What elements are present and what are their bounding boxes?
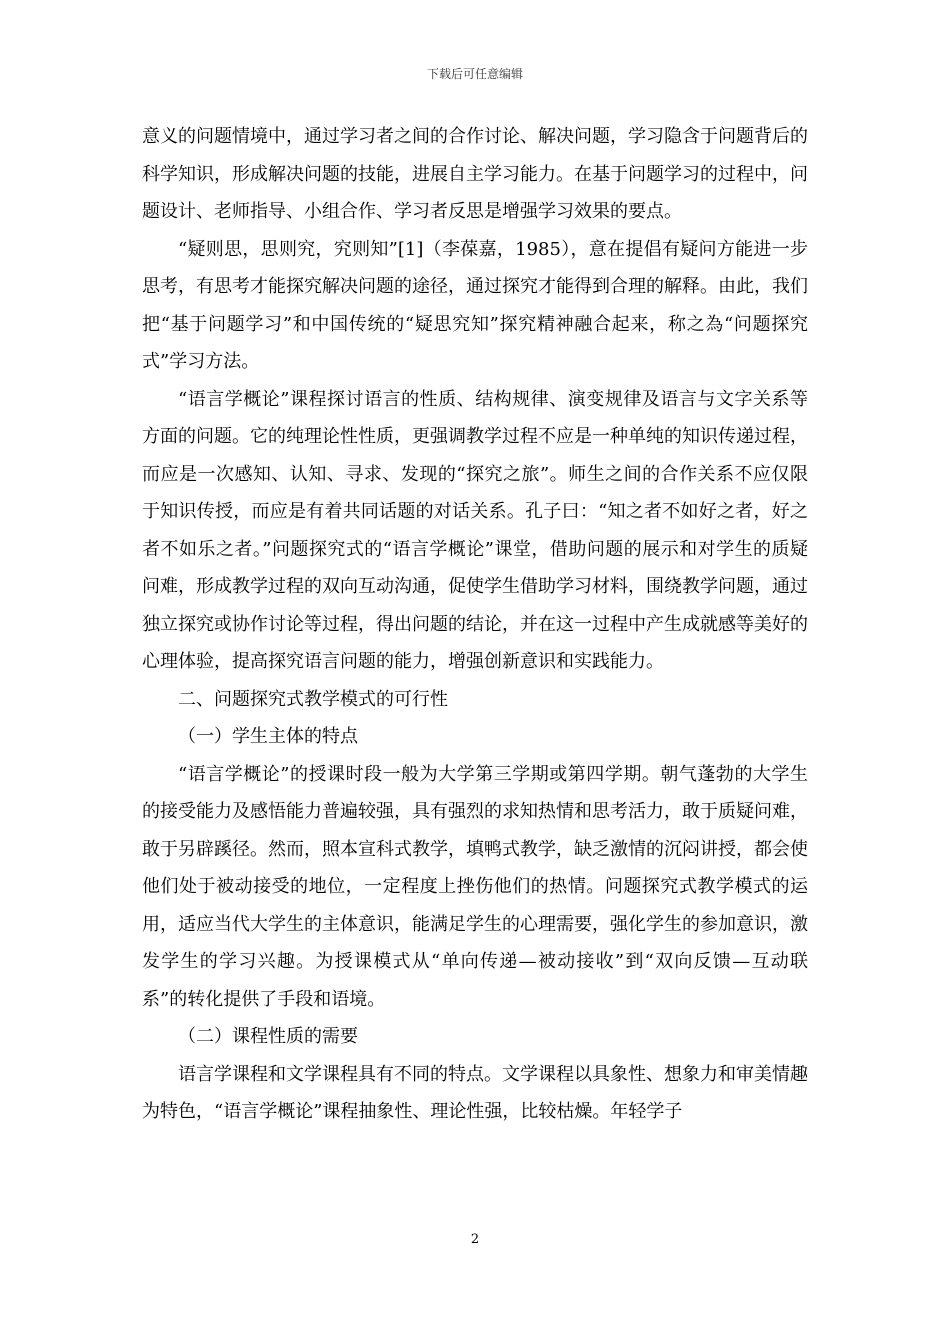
- subsection-heading-course: （二）课程性质的需要: [178, 1026, 358, 1047]
- paragraph-course-nature: “语言学概论”课程探讨语言的性质、结构规律、演变规律及语言与文字关系等方面的问题。它的纯理论性性质，更强调教学过程不应是一种单纯的知识传递过程，而应是一次感知、认知、寻求、发现的“探究之旅”。师生之间的合作关系不应仅限于知识传授，而应是有着共同话题的对话关系。孔子曰：“知之者不如好之者，好之者不如乐之者。”问题探究式的“语言学概论”课堂，借助问题的展示和对学生的质疑问难，形成教学过程的双向互动沟通，促使学生借助学习材料，围绕教学问题，通过独立探究或协作讨论等过程，得出问题的结论，并在这一过程中产生成就感等美好的心理体验，提高探究语言问题的能力，增强创新意识和实践能力。: [142, 388, 808, 672]
- section-heading-feasibility: 二、问题探究式教学模式的可行性: [178, 688, 448, 710]
- paragraph-quote-doubt: “疑则思，思则究，究则知”[1]（李葆嘉，1985），意在提倡有疑问方能进一步思考，有思考才能探究解决问题的途径，通过探究才能得到合理的解释。由此，我们把“基于问题学习”和中国传统的“疑思究知”探究精神融合起来，称之為“问题探究式”学习方法。: [142, 238, 808, 372]
- page-number: 2: [470, 1232, 480, 1247]
- page-header: 下载后可任意编辑: [426, 67, 523, 81]
- paragraph-student-traits: “语言学概论”的授课时段一般为大学第三学期或第四学期。朝气蓬勃的大学生的接受能力及感悟能力普遍较强，具有强烈的求知热情和思考活力，敢于质疑问难，敢于另辟蹊径。然而，照本宣科式教学，填鸭式教学，缺乏激情的沉闷讲授，都会使他们处于被动接受的地位，一定程度上挫伤他们的热情。问题探究式教学模式的运用，适应当代大学生的主体意识，能满足学生的心理需要，强化学生的参加意识，激发学生的学习兴趣。为授课模式从“单向传递—被动接收”到“双向反馈—互动联系”的转化提供了手段和语境。: [142, 763, 808, 1010]
- subsection-heading-student: （一）学生主体的特点: [178, 726, 358, 747]
- document-body: [142, 118, 808, 1131]
- paragraph-continued: 意义的问题情境中，通过学习者之间的合作讨论、解决问题，学习隐含于问题背后的科学知识，形成解决问题的技能，进展自主学习能力。在基于问题学习的过程中，问题设计、老师指导、小组合作、学习者反思是增强学习效果的要点。: [142, 126, 808, 222]
- paragraph-course-needs: 语言学课程和文学课程具有不同的特点。文学课程以具象性、想象力和审美情趣为特色，“语言学概论”课程抽象性、理论性强，比较枯燥。年轻学子: [142, 1063, 808, 1122]
